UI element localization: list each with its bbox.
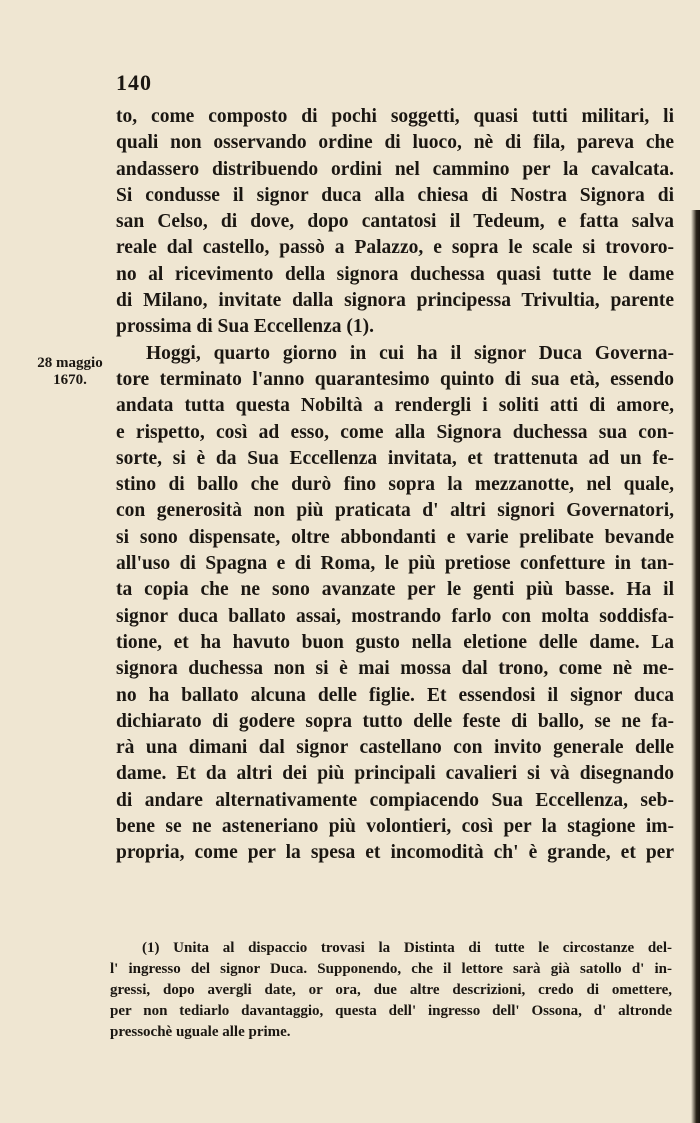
text-line: di Milano, invitate dalla signora principessa Trivultia, parente — [116, 290, 674, 312]
text-line: di andare alternativamente compiacendo Sua Eccellenza, seb- — [116, 789, 674, 811]
margin-note — [30, 355, 110, 389]
footnote-line: l' ingresso del signor Duca. Supponendo, che il lettore sarà già satollo d' in- — [110, 961, 672, 977]
text-line: dichiarato di godere sopra tutto delle feste di ballo, se ne fa- — [116, 710, 674, 732]
margin-note-year: 1670. — [53, 372, 87, 388]
text-line: signora duchessa non si è mai mossa dal trono, come nè me- — [116, 658, 674, 680]
footnote-line: pressochè uguale alle prime. — [110, 1024, 291, 1040]
text-line: Hoggi, quarto giorno in cui ha il signor Duca Governa- — [146, 342, 674, 364]
footnote — [110, 938, 672, 1043]
text-line: rà una dimani dal signor castellano con invito generale delle — [116, 737, 674, 759]
text-line: bene se ne asteneriano più volontieri, così per la stagione im- — [116, 816, 674, 838]
text-line: sorte, si è da Sua Eccellenza invitata, et trattenuta ad un fe- — [116, 447, 674, 469]
footnote-line: (1) Unita al dispaccio trovasi la Distinta di tutte le circostanze del- — [142, 940, 672, 956]
text-line: Si condusse il signor duca alla chiesa di Nostra Signora di — [116, 184, 674, 206]
text-line: tore terminato l'anno quarantesimo quinto di sua età, essendo — [116, 368, 674, 390]
text-line: dame. Et da altri dei più principali cavalieri si và disegnando — [116, 763, 674, 785]
text-line: tione, et ha havuto buon gusto nella eletione delle dame. La — [116, 631, 674, 653]
margin-note-date: 28 maggio — [37, 355, 103, 371]
body-text — [116, 104, 674, 867]
text-line: con generosità non più praticata d' altri signori Governatori, — [116, 500, 674, 522]
text-line: e rispetto, così ad esso, come alla Signora duchessa sua con- — [116, 421, 674, 443]
footnote-line: per non tediarlo davantaggio, questa dell' ingresso dell' Ossona, d' altronde — [110, 1003, 672, 1019]
text-line: andassero distribuendo ordini nel cammino per la cavalcata. — [116, 158, 674, 180]
text-line: to, come composto di pochi soggetti, quasi tutti militari, li — [116, 106, 674, 127]
text-line: ta copia che ne sono avanzate per le genti più basse. Ha il — [116, 579, 674, 601]
page-number: 140 — [116, 70, 152, 95]
text-line: signor duca ballato assai, mostrando farlo con molta soddisfa- — [116, 605, 674, 627]
text-line: andata tutta questa Nobiltà a rendergli i soliti atti di amore, — [116, 395, 674, 417]
text-line: all'uso di Spagna e di Roma, le più pretiose confetture in tan- — [116, 553, 674, 575]
text-line: propria, come per la spesa et incomodità ch' è grande, et per — [116, 842, 674, 864]
page-edge-shadow — [691, 210, 700, 1123]
text-line: prossima di Sua Eccellenza (1). — [116, 316, 375, 338]
text-line: no al ricevimento della signora duchessa quasi tutte le dame — [116, 263, 674, 285]
text-line: si sono dispensate, oltre abbondanti e varie prelibate bevande — [116, 526, 674, 548]
text-line: reale dal castello, passò a Palazzo, e sopra le scale si trovoro- — [116, 237, 674, 259]
text-line: stino di ballo che durò fino sopra la mezzanotte, nel quale, — [116, 474, 674, 496]
text-line: quali non osservando ordine di luoco, nè di fila, pareva che — [116, 132, 674, 154]
footnote-line: gressi, dopo avergli date, or ora, due altre descrizioni, credo di omettere, — [110, 982, 672, 998]
text-line: no ha ballato alcuna delle figlie. Et essendosi il signor duca — [116, 684, 674, 706]
text-line: san Celso, di dove, dopo cantatosi il Tedeum, e fatta salva — [116, 211, 674, 233]
